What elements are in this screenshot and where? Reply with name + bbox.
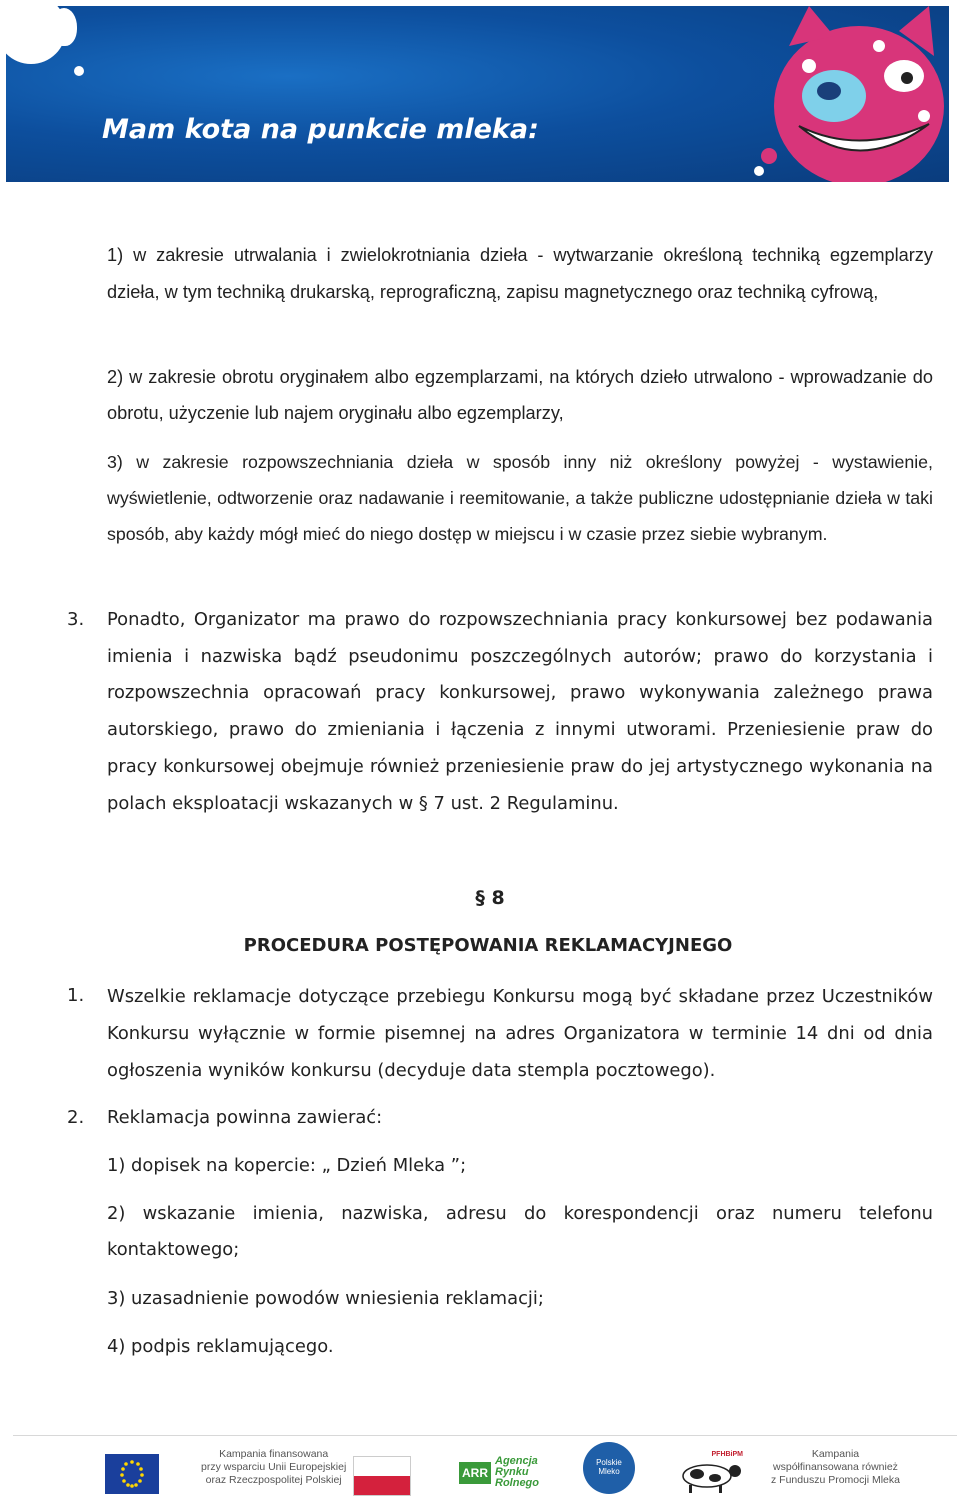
list-item: 3) uzasadnienie powodów wniesienia reklamacji; (107, 1288, 544, 1309)
arr-logo: ARR Agencja Rynku Rolnego (459, 1456, 539, 1489)
milk-drop-graphic (74, 66, 84, 76)
section-title: PROCEDURA POSTĘPOWANIA REKLAMACYJNEGO (243, 935, 733, 956)
list-item: 4) podpis reklamującego. (107, 1336, 334, 1357)
footer-sponsors (13, 1435, 957, 1508)
cow-icon (677, 1461, 743, 1493)
poland-flag-icon (353, 1456, 411, 1496)
campaign-logo: Mam kota na punkcie mleka: (102, 114, 539, 145)
polish-milk-logo: Polskie Mleko (583, 1442, 635, 1494)
list-item: 2) wskazanie imienia, nazwiska, adresu do korespondencji oraz numeru telefonu kontaktowego; (107, 1203, 933, 1260)
list-item: 3) w zakresie rozpowszechniania dzieła w sposób inny niż określony powyżej - wystawienie, wyświetlenie, odtworzenie oraz nadawanie i reemitowanie, a także publiczne udostępnianie dzieła w taki sposób, aby każdy mógł mieć do niego dostęp w miejscu i w czasie przez siebie wybranym. (107, 452, 933, 544)
list-item: 1) dopisek na kopercie: „ Dzień Mleka ”; (107, 1155, 467, 1176)
list-item: 2) w zakresie obrotu oryginałem albo egzemplarzami, na których dzieło utrwalono - wprowadzanie do obrotu, użyczenie lub najem oryginału albo egzemplarzy, (107, 367, 933, 423)
list-item: 1) w zakresie utrwalania i zwielokrotniania dzieła - wytwarzanie określoną techniką egzemplarzy dzieła, w tym techniką drukarską, reprograficzną, zapisu magnetycznego oraz techniką cyfrową, (107, 245, 933, 302)
cat-mascot-icon (729, 6, 949, 182)
header-banner (6, 6, 949, 182)
footer-funding-text: Kampania finansowana przy wsparciu Unii Europejskiej oraz Rzeczpospolitej Polskiej (201, 1448, 347, 1486)
eu-flag-icon (105, 1454, 159, 1494)
point-text: Wszelkie reklamacje dotyczące przebiegu Konkursu mogą być składane przez Uczestników Konkursu wyłącznie w formie pisemnej na adres Organizatora w terminie 14 dni od dnia ogłoszenia wyników konkursu (decyduje data stempla pocztowego). (107, 986, 933, 1081)
footer-cofunding-text: Kampania współfinansowana również z Funduszu Promocji Mleka (771, 1448, 900, 1486)
pfhbipm-logo: PFHBiPM (677, 1448, 743, 1492)
milk-drop-graphic (51, 8, 77, 46)
point-number: 3. (67, 609, 85, 630)
section-symbol: § 8 (475, 887, 505, 909)
point-number: 2. (67, 1107, 85, 1128)
point-text: Ponadto, Organizator ma prawo do rozpowszechniania pracy konkursowej bez podawania imienia i nazwiska bądź pseudonimu poszczególnych autorów; prawo do korzystania i rozpowszechnia opracowań pracy konkursowej, prawo wykonywania zależnego prawa autorskiego, prawo do zmieniania i łączenia z innymi utworami. Przeniesienie praw do pracy konkursowej obejmuje również przeniesienie praw do jej artystycznego wykonania na polach eksploatacji wskazanych w § 7 ust. 2 Regulaminu. (107, 609, 933, 814)
point-number: 1. (67, 985, 85, 1006)
point-text: Reklamacja powinna zawierać: (107, 1107, 383, 1128)
logo-text: Mam kota na punkcie mleka (102, 114, 529, 145)
